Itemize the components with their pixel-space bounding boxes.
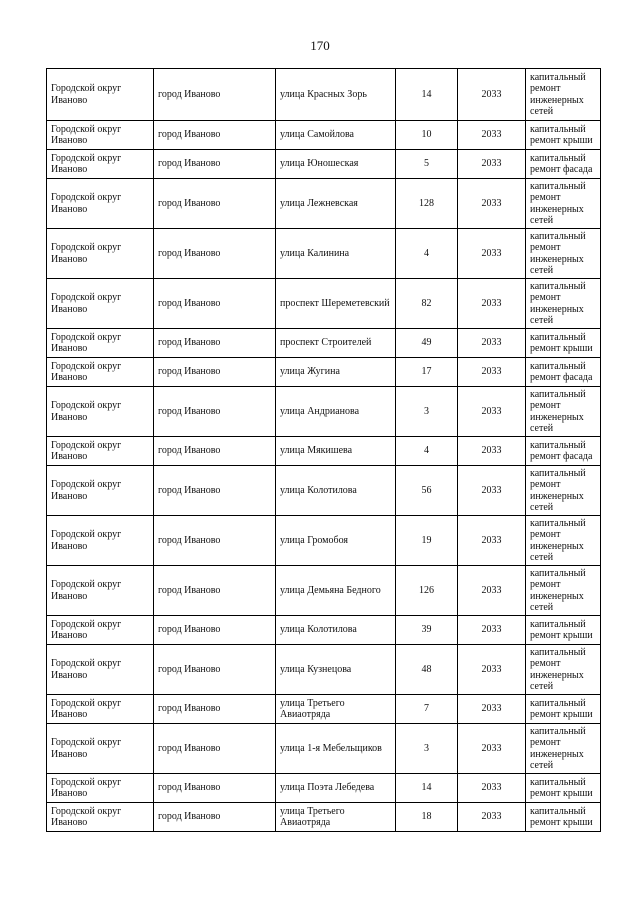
city-cell: город Иваново	[154, 229, 276, 279]
city-cell: город Иваново	[154, 516, 276, 566]
year-cell: 2033	[458, 179, 526, 229]
street-cell: улица Мякишева	[276, 437, 396, 466]
house-number-cell: 7	[396, 695, 458, 724]
work-type-cell: капитальный ремонт крыши	[526, 695, 601, 724]
street-cell: улица Громобоя	[276, 516, 396, 566]
year-cell: 2033	[458, 616, 526, 645]
work-type-cell: капитальный ремонт фасада	[526, 150, 601, 179]
municipal-district-cell: Городской округ Иваново	[47, 179, 154, 229]
work-type-cell: капитальный ремонт инженерных сетей	[526, 516, 601, 566]
work-type-cell: капитальный ремонт фасада	[526, 437, 601, 466]
municipal-district-cell: Городской округ Иваново	[47, 437, 154, 466]
municipal-district-cell: Городской округ Иваново	[47, 695, 154, 724]
table-row	[47, 645, 601, 695]
municipal-district-cell: Городской округ Иваново	[47, 645, 154, 695]
page-number: 170	[310, 38, 330, 53]
city-cell: город Иваново	[154, 121, 276, 150]
work-type-cell: капитальный ремонт фасада	[526, 358, 601, 387]
year-cell: 2033	[458, 69, 526, 121]
city-cell: город Иваново	[154, 566, 276, 616]
street-cell: улица Самойлова	[276, 121, 396, 150]
year-cell: 2033	[458, 358, 526, 387]
work-type-cell: капитальный ремонт крыши	[526, 329, 601, 358]
table-row	[47, 466, 601, 516]
table-row	[47, 229, 601, 279]
house-number-cell: 39	[396, 616, 458, 645]
municipal-district-cell: Городской округ Иваново	[47, 69, 154, 121]
year-cell: 2033	[458, 466, 526, 516]
street-cell: улица Лежневская	[276, 179, 396, 229]
street-cell: улица Юношеская	[276, 150, 396, 179]
year-cell: 2033	[458, 329, 526, 358]
city-cell: город Иваново	[154, 179, 276, 229]
work-type-cell: капитальный ремонт инженерных сетей	[526, 279, 601, 329]
table-row	[47, 566, 601, 616]
year-cell: 2033	[458, 803, 526, 832]
city-cell: город Иваново	[154, 695, 276, 724]
table-row	[47, 437, 601, 466]
year-cell: 2033	[458, 645, 526, 695]
street-cell: улица Калинина	[276, 229, 396, 279]
work-type-cell: капитальный ремонт крыши	[526, 774, 601, 803]
street-cell: улица Красных Зорь	[276, 69, 396, 121]
year-cell: 2033	[458, 279, 526, 329]
city-cell: город Иваново	[154, 645, 276, 695]
city-cell: город Иваново	[154, 150, 276, 179]
year-cell: 2033	[458, 724, 526, 774]
house-number-cell: 19	[396, 516, 458, 566]
street-cell: улица Андрианова	[276, 387, 396, 437]
municipal-district-cell: Городской округ Иваново	[47, 229, 154, 279]
municipal-district-cell: Городской округ Иваново	[47, 616, 154, 645]
table-row	[47, 803, 601, 832]
municipal-district-cell: Городской округ Иваново	[47, 724, 154, 774]
municipal-district-cell: Городской округ Иваново	[47, 566, 154, 616]
year-cell: 2033	[458, 229, 526, 279]
city-cell: город Иваново	[154, 329, 276, 358]
city-cell: город Иваново	[154, 466, 276, 516]
house-number-cell: 3	[396, 387, 458, 437]
city-cell: город Иваново	[154, 616, 276, 645]
municipal-district-cell: Городской округ Иваново	[47, 358, 154, 387]
house-number-cell: 128	[396, 179, 458, 229]
year-cell: 2033	[458, 516, 526, 566]
year-cell: 2033	[458, 150, 526, 179]
table-row	[47, 724, 601, 774]
house-number-cell: 4	[396, 437, 458, 466]
table-row	[47, 279, 601, 329]
work-type-cell: капитальный ремонт инженерных сетей	[526, 466, 601, 516]
house-number-cell: 10	[396, 121, 458, 150]
street-cell: улица Колотилова	[276, 466, 396, 516]
street-cell: улица Третьего Авиаотряда	[276, 695, 396, 724]
table-row	[47, 358, 601, 387]
house-number-cell: 14	[396, 69, 458, 121]
table-row	[47, 121, 601, 150]
house-number-cell: 14	[396, 774, 458, 803]
table-row	[47, 616, 601, 645]
house-number-cell: 48	[396, 645, 458, 695]
municipal-district-cell: Городской округ Иваново	[47, 150, 154, 179]
street-cell: проспект Шереметевский	[276, 279, 396, 329]
table-row	[47, 387, 601, 437]
municipal-district-cell: Городской округ Иваново	[47, 387, 154, 437]
table-row	[47, 69, 601, 121]
year-cell: 2033	[458, 387, 526, 437]
city-cell: город Иваново	[154, 774, 276, 803]
street-cell: улица 1-я Мебельщиков	[276, 724, 396, 774]
year-cell: 2033	[458, 121, 526, 150]
street-cell: улица Поэта Лебедева	[276, 774, 396, 803]
house-number-cell: 82	[396, 279, 458, 329]
table-row	[47, 329, 601, 358]
work-type-cell: капитальный ремонт инженерных сетей	[526, 179, 601, 229]
year-cell: 2033	[458, 695, 526, 724]
municipal-district-cell: Городской округ Иваново	[47, 329, 154, 358]
work-type-cell: капитальный ремонт инженерных сетей	[526, 566, 601, 616]
table-row	[47, 179, 601, 229]
city-cell: город Иваново	[154, 387, 276, 437]
street-cell: улица Жугина	[276, 358, 396, 387]
municipal-district-cell: Городской округ Иваново	[47, 516, 154, 566]
table-row	[47, 695, 601, 724]
work-type-cell: капитальный ремонт инженерных сетей	[526, 69, 601, 121]
house-number-cell: 3	[396, 724, 458, 774]
table-row	[47, 516, 601, 566]
work-type-cell: капитальный ремонт крыши	[526, 803, 601, 832]
table-body	[47, 69, 601, 832]
city-cell: город Иваново	[154, 803, 276, 832]
street-cell: проспект Строителей	[276, 329, 396, 358]
municipal-district-cell: Городской округ Иваново	[47, 774, 154, 803]
street-cell: улица Третьего Авиаотряда	[276, 803, 396, 832]
house-number-cell: 49	[396, 329, 458, 358]
table-row	[47, 150, 601, 179]
street-cell: улица Демьяна Бедного	[276, 566, 396, 616]
city-cell: город Иваново	[154, 724, 276, 774]
street-cell: улица Кузнецова	[276, 645, 396, 695]
work-type-cell: капитальный ремонт инженерных сетей	[526, 387, 601, 437]
year-cell: 2033	[458, 566, 526, 616]
table-row	[47, 774, 601, 803]
city-cell: город Иваново	[154, 437, 276, 466]
municipal-district-cell: Городской округ Иваново	[47, 466, 154, 516]
repair-plan-table	[46, 68, 601, 832]
house-number-cell: 56	[396, 466, 458, 516]
city-cell: город Иваново	[154, 69, 276, 121]
work-type-cell: капитальный ремонт инженерных сетей	[526, 645, 601, 695]
house-number-cell: 4	[396, 229, 458, 279]
city-cell: город Иваново	[154, 358, 276, 387]
work-type-cell: капитальный ремонт крыши	[526, 121, 601, 150]
year-cell: 2033	[458, 774, 526, 803]
house-number-cell: 17	[396, 358, 458, 387]
municipal-district-cell: Городской округ Иваново	[47, 803, 154, 832]
work-type-cell: капитальный ремонт инженерных сетей	[526, 229, 601, 279]
work-type-cell: капитальный ремонт инженерных сетей	[526, 724, 601, 774]
municipal-district-cell: Городской округ Иваново	[47, 121, 154, 150]
city-cell: город Иваново	[154, 279, 276, 329]
street-cell: улица Колотилова	[276, 616, 396, 645]
work-type-cell: капитальный ремонт крыши	[526, 616, 601, 645]
year-cell: 2033	[458, 437, 526, 466]
municipal-district-cell: Городской округ Иваново	[47, 279, 154, 329]
house-number-cell: 126	[396, 566, 458, 616]
house-number-cell: 18	[396, 803, 458, 832]
house-number-cell: 5	[396, 150, 458, 179]
